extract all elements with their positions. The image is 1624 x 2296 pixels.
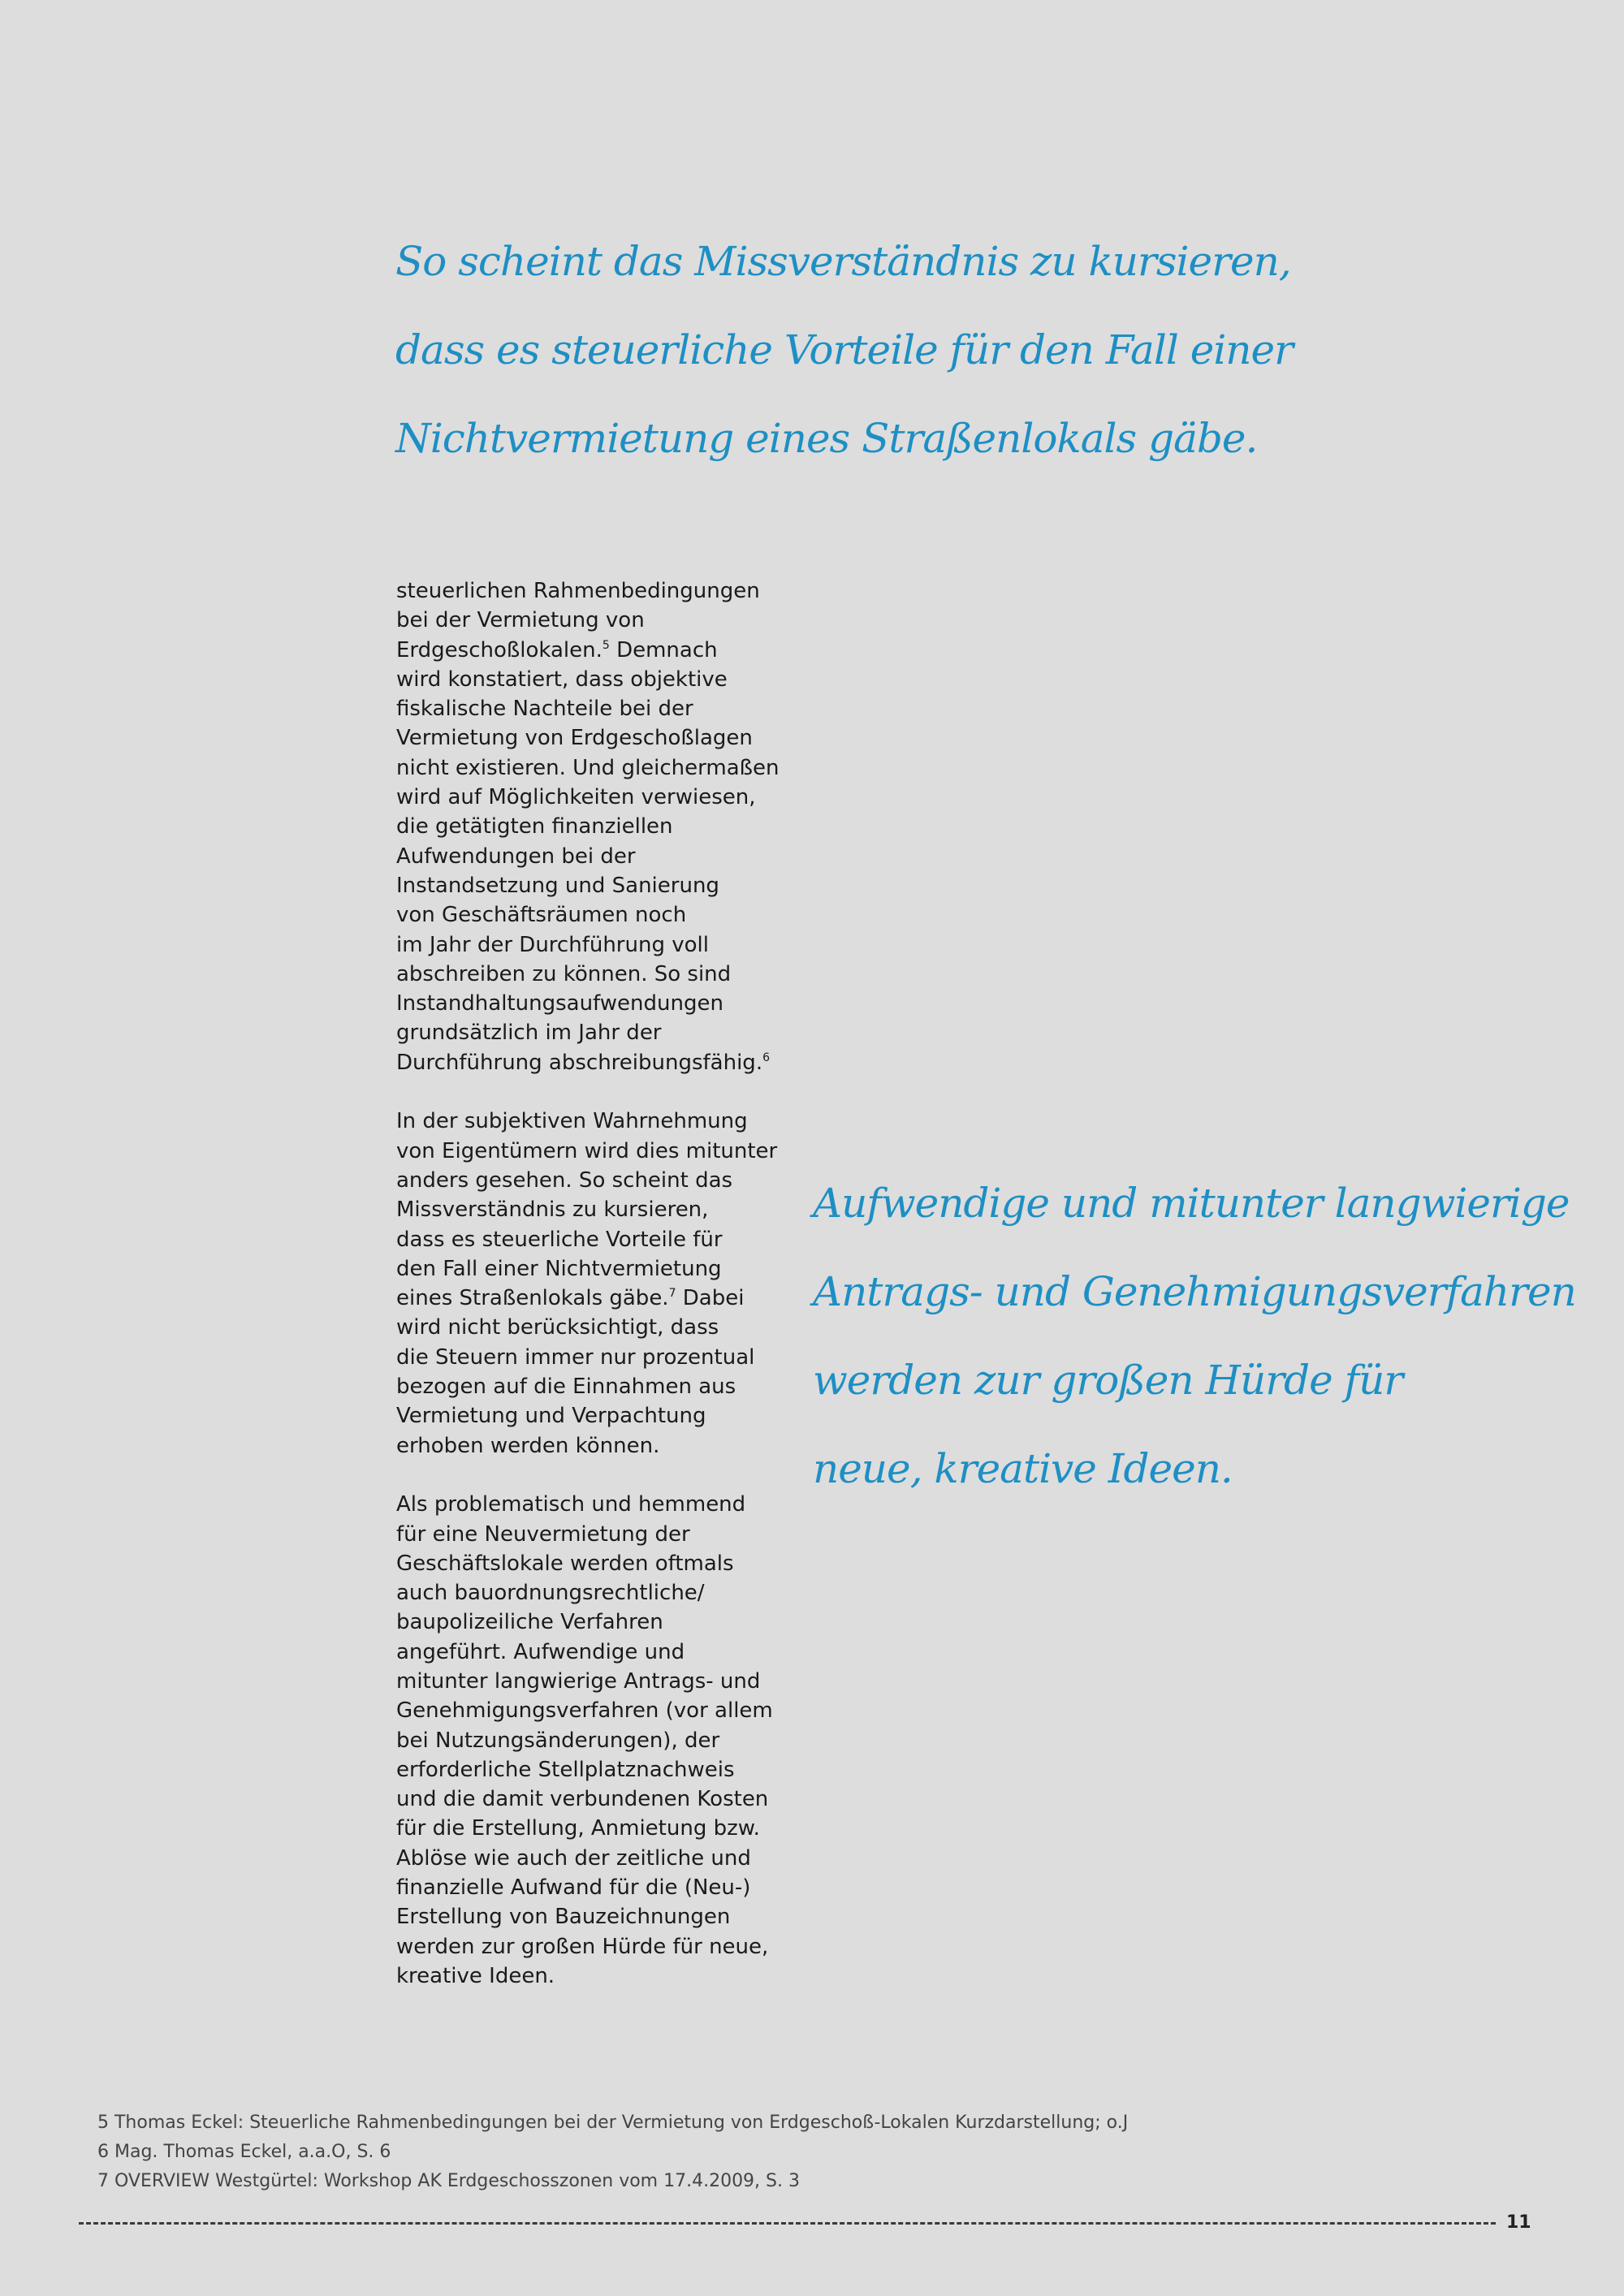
dashed-divider [79, 2222, 1496, 2225]
footnote-ref-6: 6 [762, 1051, 770, 1064]
text-line: wird konstatiert, dass objektive [396, 667, 728, 692]
text-line: Instandsetzung und Sanierung [396, 873, 719, 898]
footnote: 7 OVERVIEW Westgürtel: Workshop AK Erdgeschosszonen vom 17.4.2009, S. 3 [97, 2171, 800, 2191]
text-line: die Steuern immer nur prozentual [396, 1344, 755, 1370]
pull-quote-line: Aufwendige und mitunter langwierige [813, 1180, 1570, 1227]
paragraph-2 [396, 1107, 778, 1461]
pull-quote-line: Antrags- und Genehmigungsverfahren [813, 1268, 1576, 1315]
text-fragment: eines Straßenlokals gäbe. [396, 1286, 669, 1311]
text-line: abschreiben zu können. So sind [396, 961, 732, 986]
text-line: kreative Ideen. [396, 1963, 555, 1988]
text-line: fiskalische Nachteile bei der [396, 697, 693, 722]
text-line: den Fall einer Nichtvermietung [396, 1256, 722, 1281]
text-line: erhoben werden können. [396, 1433, 660, 1458]
paragraph-1 [396, 576, 780, 1077]
pull-quote-right [813, 1159, 1576, 1513]
pull-quote-line: Nichtvermietung eines Straßenlokals gäbe. [395, 415, 1258, 462]
text-line [396, 1284, 754, 1313]
text-line: wird nicht berücksichtigt, dass [396, 1315, 719, 1340]
text-line: Instandhaltungsaufwendungen [396, 991, 723, 1016]
footnote: 6 Mag. Thomas Eckel, a.a.O, S. 6 [97, 2142, 391, 2162]
text-line: bei der Vermietung von [396, 608, 645, 633]
text-line: die getätigten finanziellen [396, 814, 673, 839]
text-line: und die damit verbundenen Kosten [396, 1787, 769, 1812]
text-line: baupolizeiliche Verfahren [396, 1610, 663, 1635]
text-line: für eine Neuvermietung der [396, 1521, 690, 1547]
text-line: finanzielle Aufwand für die (Neu-) [396, 1875, 751, 1901]
text-line: Genehmigungsverfahren (vor allem [396, 1698, 773, 1724]
text-line: auch bauordnungsrechtliche/ [396, 1581, 705, 1606]
text-line: Missverständnis zu kursieren, [396, 1198, 709, 1223]
text-line: dass es steuerliche Vorteile für [396, 1227, 723, 1252]
text-fragment: Dabei [676, 1286, 745, 1311]
text-line: werden zur großen Hürde für neue, [396, 1934, 769, 1959]
pull-quote-line: neue, kreative Ideen. [813, 1445, 1233, 1492]
text-line: von Eigentümern wird dies mitunter [396, 1138, 778, 1163]
text-fragment: Demnach [609, 637, 718, 662]
text-fragment: Erdgeschoßlokalen. [396, 637, 603, 662]
text-line: bei Nutzungsänderungen), der [396, 1728, 720, 1753]
text-line: Erstellung von Bauzeichnungen [396, 1905, 731, 1930]
text-line [396, 636, 754, 665]
text-line: im Jahr der Durchführung voll [396, 932, 709, 957]
text-line: Vermietung von Erdgeschoßlagen [396, 726, 753, 751]
text-fragment: Durchführung abschreibungsfähig. [396, 1050, 763, 1075]
pull-quote-line: So scheint das Missverständnis zu kursieren, [395, 238, 1291, 285]
text-line: nicht existieren. Und gleichermaßen [396, 755, 780, 780]
text-line: grundsätzlich im Jahr der [396, 1021, 662, 1046]
footnote-ref-7: 7 [668, 1287, 676, 1301]
text-line [396, 1048, 770, 1077]
pull-quote-line: werden zur großen Hürde für [813, 1357, 1403, 1404]
text-line: anders gesehen. So scheint das [396, 1167, 733, 1193]
text-line: wird auf Möglichkeiten verwiesen, [396, 785, 756, 810]
pull-quote-top [395, 218, 1293, 483]
text-line: Aufwendungen bei der [396, 844, 636, 869]
text-line: steuerlichen Rahmenbedingungen [396, 579, 760, 603]
pull-quote-line: dass es steuerliche Vorteile für den Fall einer [395, 326, 1294, 373]
text-line: mitunter langwierige Antrags- und [396, 1668, 761, 1694]
page-number: 11 [1506, 2212, 1531, 2233]
text-line: erforderliche Stellplatznachweis [396, 1757, 735, 1782]
text-line: angeführt. Aufwendige und [396, 1639, 685, 1664]
text-line: Ablöse wie auch der zeitliche und [396, 1845, 751, 1871]
text-line: In der subjektiven Wahrnehmung [396, 1109, 748, 1134]
text-line: Als problematisch und hemmend [396, 1492, 746, 1517]
footnote: 5 Thomas Eckel: Steuerliche Rahmenbedingungen bei der Vermietung von Erdgeschoß-Lokalen Kurzdarstellung; o.J [97, 2113, 1129, 2133]
footnote-ref-5: 5 [602, 638, 610, 652]
text-line: Vermietung und Verpachtung [396, 1404, 706, 1429]
text-line: bezogen auf die Einnahmen aus [396, 1375, 736, 1400]
body-text-column [396, 576, 780, 1991]
text-line: Geschäftslokale werden oftmals [396, 1551, 734, 1576]
footnotes [97, 2108, 1128, 2196]
text-line: für die Erstellung, Anmietung bzw. [396, 1816, 760, 1841]
paragraph-3 [396, 1490, 773, 1991]
text-line: von Geschäftsräumen noch [396, 903, 687, 928]
